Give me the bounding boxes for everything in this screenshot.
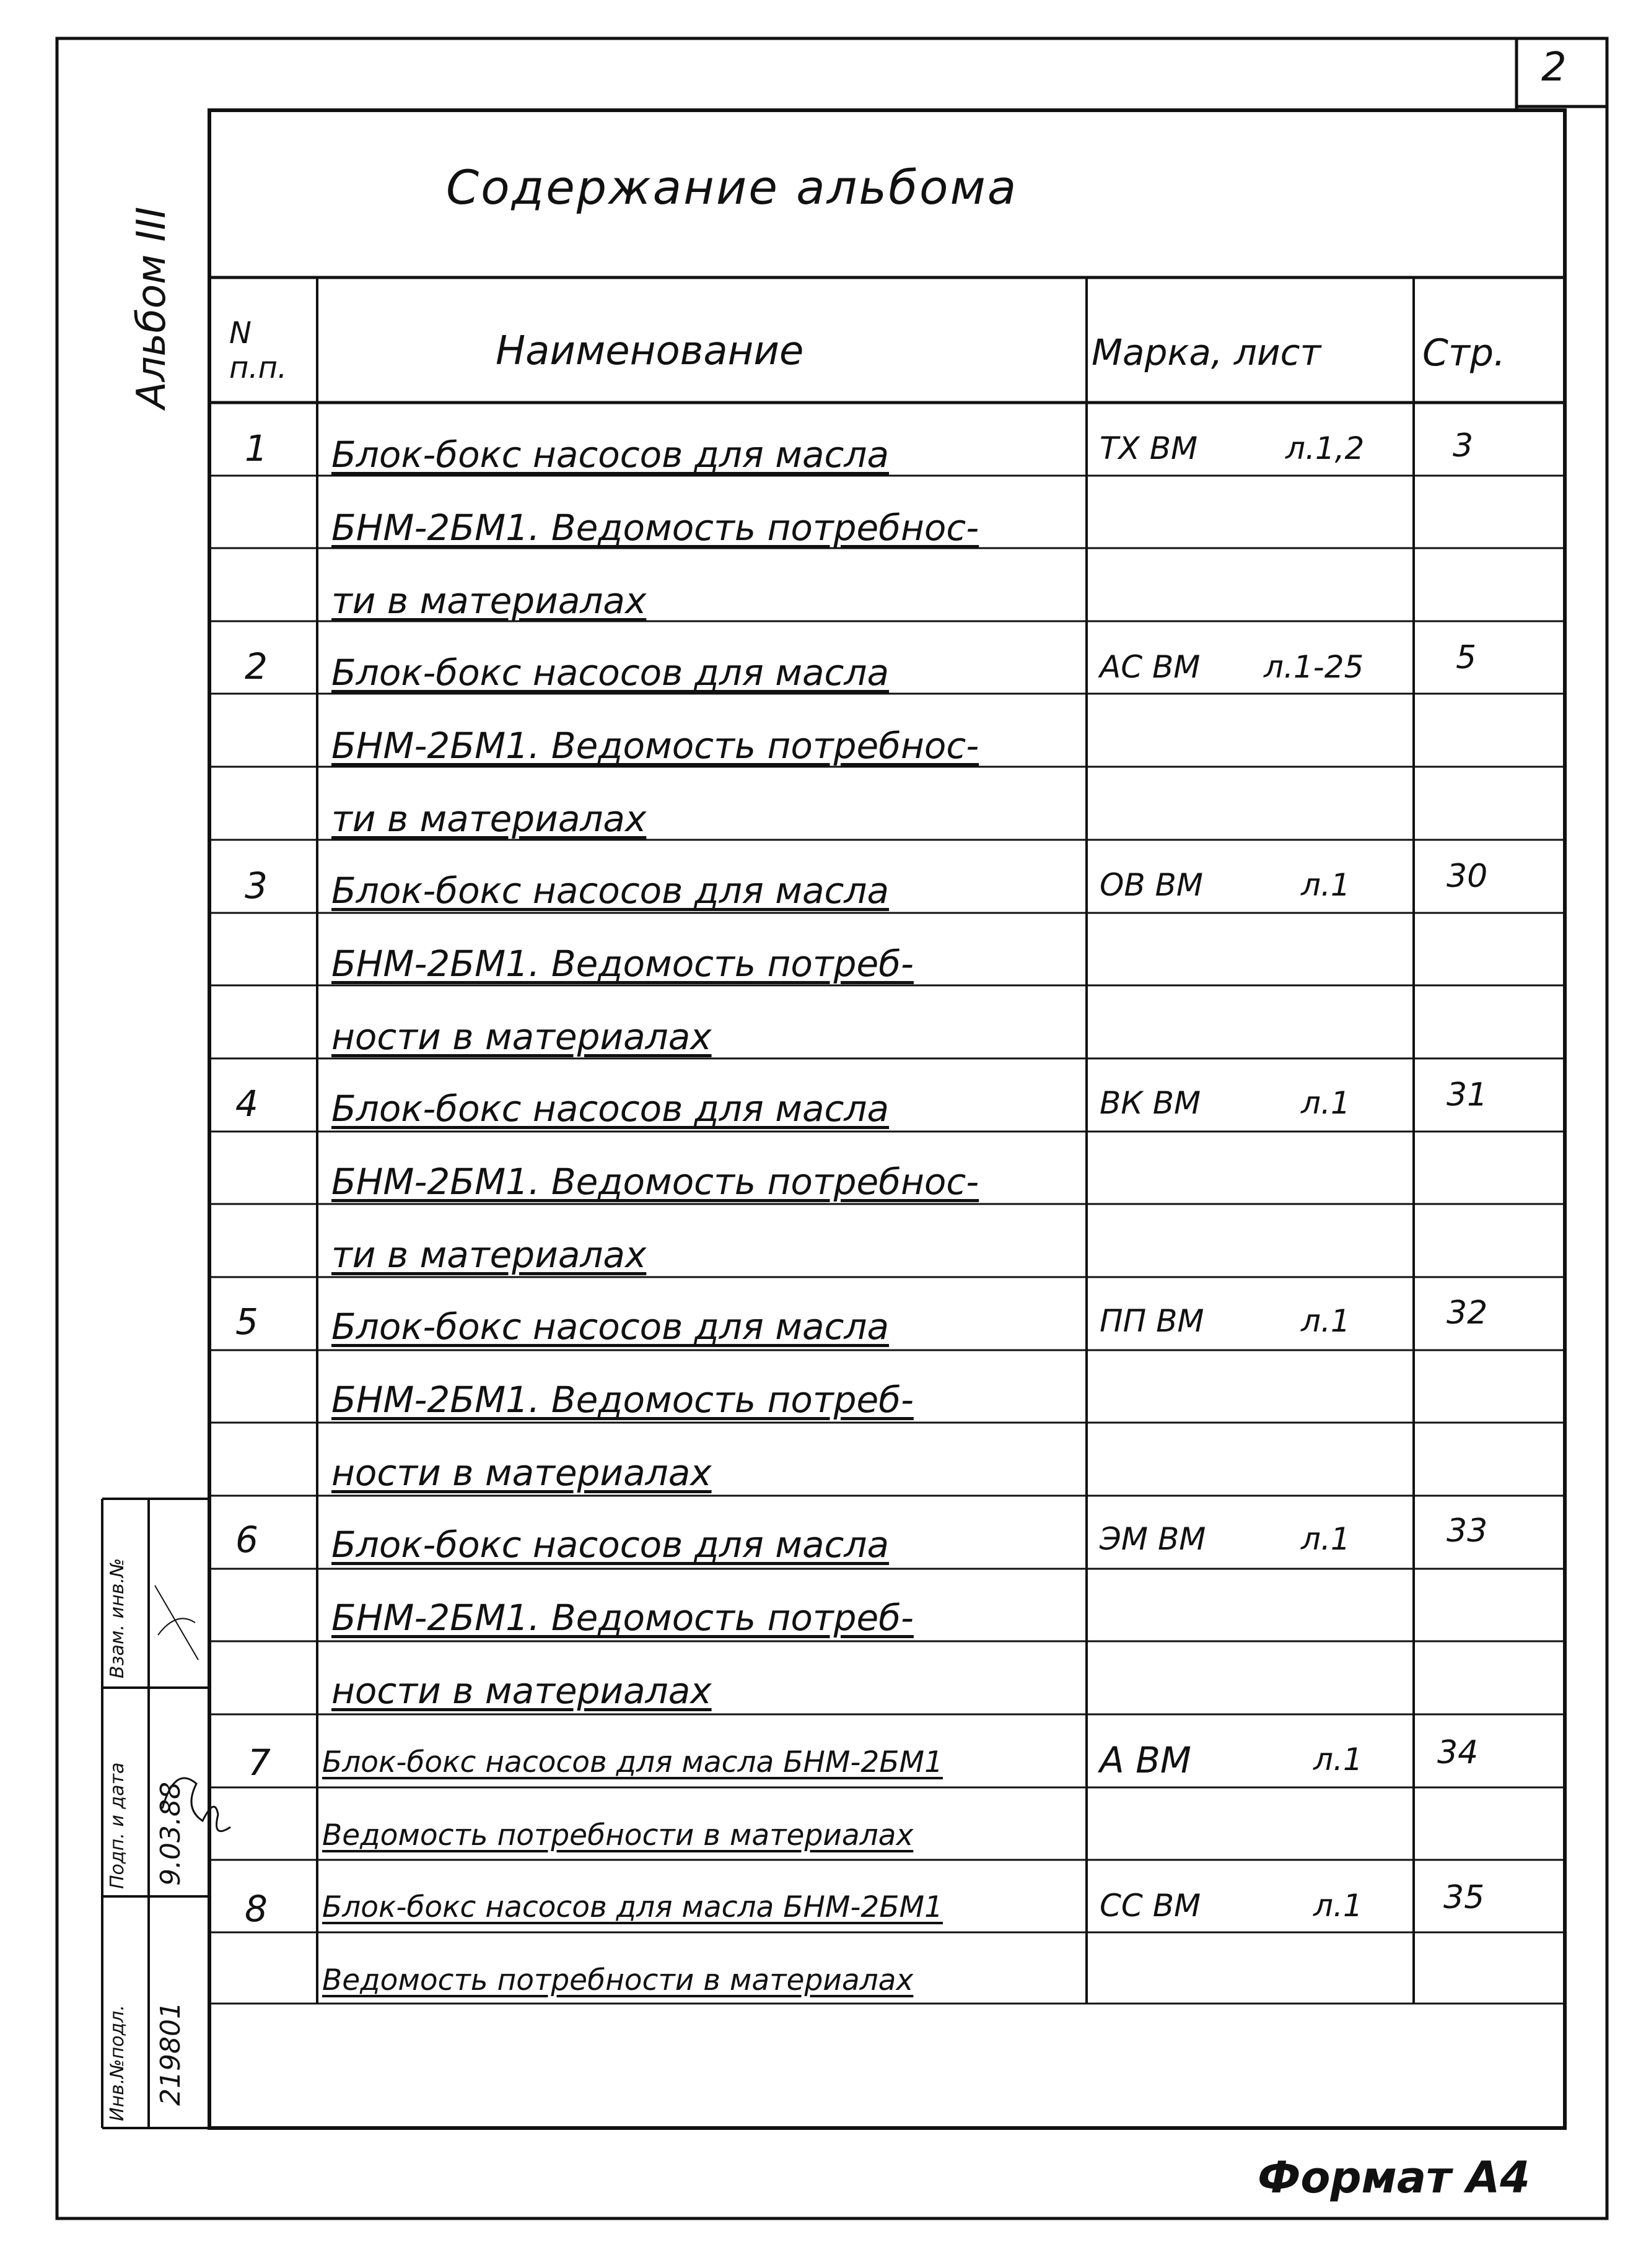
row-1-number: 1 [245, 427, 268, 469]
row-2-line-3: ти в материалах [331, 798, 647, 840]
row-7-mark: А ВМ [1100, 1739, 1191, 1781]
row-1-mark: ТХ ВМ [1100, 430, 1198, 466]
row-7-sheet: л.1 [1313, 1742, 1363, 1777]
album-label: Альбом III [129, 206, 175, 409]
row-3-sheet: л.1 [1301, 867, 1351, 903]
header-page: Стр. [1422, 331, 1506, 375]
page-title: Содержание альбома [446, 160, 1018, 215]
row-8-page: 35 [1443, 1879, 1485, 1916]
stamp-sign-value: 9.03.88 [155, 1782, 186, 1886]
header-number: N п.п. [229, 316, 287, 385]
row-1-sheet: л.1,2 [1285, 430, 1365, 466]
row-1-line-1: Блок-бокс насосов для масла [331, 434, 890, 476]
row-3-line-3: ности в материалах [331, 1016, 712, 1058]
row-7-number: 7 [248, 1742, 271, 1784]
row-6-sheet: л.1 [1301, 1521, 1351, 1557]
row-4-line-2: БНМ-2БМ1. Ведомость потребнос- [331, 1161, 979, 1203]
sheet-number: 2 [1541, 45, 1567, 90]
row-5-line-3: ности в материалах [331, 1452, 712, 1494]
row-3-number: 3 [245, 865, 268, 907]
row-8-sheet: л.1 [1313, 1888, 1363, 1924]
stamp-inv-value: 219801 [155, 2002, 186, 2106]
row-5-mark: ПП ВМ [1100, 1303, 1204, 1339]
row-4-sheet: л.1 [1301, 1085, 1351, 1121]
row-5-sheet: л.1 [1301, 1303, 1351, 1339]
row-6-line-1: Блок-бокс насосов для масла [331, 1524, 890, 1566]
row-2-number: 2 [245, 645, 268, 687]
row-2-sheet: л.1-25 [1264, 649, 1364, 685]
signature-mark-2 [155, 1585, 198, 1660]
row-1-line-3: ти в материалах [331, 580, 647, 622]
row-3-line-1: Блок-бокс насосов для масла [331, 870, 890, 912]
row-8-line-2: Ведомость потребности в материалах [322, 1963, 914, 1997]
row-4-number: 4 [235, 1083, 258, 1125]
row-2-line-2: БНМ-2БМ1. Ведомость потребнос- [331, 725, 979, 767]
format-label: Формат А4 [1258, 2152, 1530, 2203]
header-name: Наименование [496, 328, 804, 374]
row-4-line-1: Блок-бокс насосов для масла [331, 1088, 890, 1130]
row-3-line-2: БНМ-2БМ1. Ведомость потреб- [331, 943, 914, 985]
row-6-line-3: ности в материалах [331, 1670, 712, 1712]
row-3-page: 30 [1447, 858, 1488, 895]
row-1-page: 3 [1453, 427, 1474, 465]
header-mark: Марка, лист [1092, 331, 1321, 373]
row-7-line-2: Ведомость потребности в материалах [322, 1818, 914, 1852]
row-8-mark: СС ВМ [1100, 1888, 1201, 1924]
row-2-mark: АС ВМ [1100, 649, 1201, 685]
row-7-page: 34 [1437, 1734, 1479, 1771]
stamp-sign-label: Подп. и дата [107, 1762, 128, 1889]
row-4-line-3: ти в материалах [331, 1234, 647, 1276]
row-3-mark: ОВ ВМ [1100, 867, 1203, 903]
stamp-replace-label: Взам. инв.№ [107, 1558, 128, 1678]
row-6-mark: ЭМ ВМ [1100, 1521, 1206, 1557]
row-4-page: 31 [1447, 1076, 1488, 1114]
row-6-page: 33 [1447, 1512, 1488, 1550]
row-4-mark: ВК ВМ [1100, 1085, 1201, 1121]
stamp-inv-label: Инв.№подл. [107, 2005, 128, 2121]
row-2-page: 5 [1456, 639, 1477, 676]
row-5-number: 5 [235, 1301, 258, 1343]
row-5-page: 32 [1447, 1294, 1488, 1332]
row-8-line-1: Блок-бокс насосов для масла БНМ-2БМ1 [322, 1890, 943, 1924]
row-1-line-2: БНМ-2БМ1. Ведомость потребнос- [331, 507, 979, 549]
row-5-line-1: Блок-бокс насосов для масла [331, 1306, 890, 1348]
row-8-number: 8 [245, 1888, 268, 1930]
row-5-line-2: БНМ-2БМ1. Ведомость потреб- [331, 1379, 914, 1421]
row-6-number: 6 [235, 1519, 258, 1561]
row-2-line-1: Блок-бокс насосов для масла [331, 652, 890, 694]
row-6-line-2: БНМ-2БМ1. Ведомость потреб- [331, 1597, 914, 1639]
row-7-line-1: Блок-бокс насосов для масла БНМ-2БМ1 [322, 1745, 943, 1779]
